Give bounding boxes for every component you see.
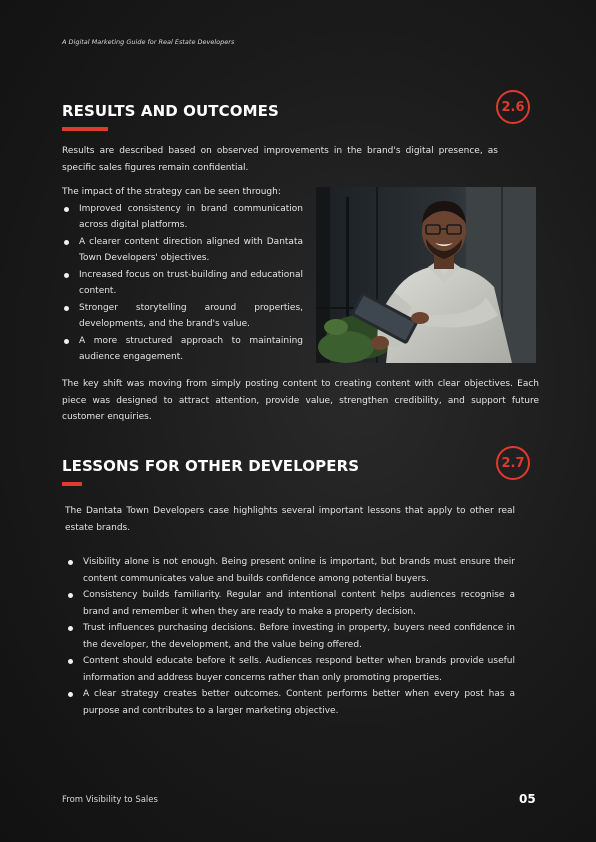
title-underline — [62, 127, 108, 131]
results-list-block — [62, 184, 303, 366]
photo-man-with-tablet — [316, 187, 536, 363]
lessons-intro: The Dantata Town Developers case highlights several important lessons that apply to other real estate brands. — [65, 506, 515, 533]
list-item: Stronger storytelling around properties, developments, and the brand's value. — [62, 300, 303, 333]
list-item: A clear strategy creates better outcomes. Content performs better when every post has a purpose and contributes to a larger marketing objective. — [66, 686, 515, 719]
list-item: Improved consistency in brand communication across digital platforms. — [62, 201, 303, 234]
list-item: Consistency builds familiarity. Regular and intentional content helps audiences recognise a brand and remember it when they are ready to make a property decision. — [66, 587, 515, 620]
lessons-list-block — [66, 554, 515, 719]
section-number-badge: 2.6 — [496, 90, 530, 124]
section-title-results: RESULTS AND OUTCOMES — [62, 102, 279, 120]
footer-title: From Visibility to Sales — [62, 795, 158, 805]
results-lead: The impact of the strategy can be seen through: — [62, 187, 281, 197]
results-bullets — [62, 201, 303, 366]
list-item: Content should educate before it sells. Audiences respond better when brands provide useful information and address buyer concerns rather than only promoting properties. — [66, 653, 515, 686]
results-closing: The key shift was moving from simply posting content to creating content with clear objectives. Each piece was designed to attract attention, provide value, strengthen credibility, and support future customer enquiries. — [62, 379, 539, 422]
title-underline — [62, 482, 82, 486]
list-item: Visibility alone is not enough. Being present online is important, but brands must ensure their content communicates value and builds confidence among potential buyers. — [66, 554, 515, 587]
list-item: Increased focus on trust-building and educational content. — [62, 267, 303, 300]
lessons-bullets — [66, 554, 515, 719]
section-title-lessons: LESSONS FOR OTHER DEVELOPERS — [62, 457, 360, 475]
results-intro: Results are described based on observed improvements in the brand's digital presence, as specific sales figures remain confidential. — [62, 146, 498, 173]
list-item: A more structured approach to maintaining audience engagement. — [62, 333, 303, 366]
section-number-badge: 2.7 — [496, 446, 530, 480]
list-item: Trust influences purchasing decisions. Before investing in property, buyers need confidence in the developer, the development, and the value being offered. — [66, 620, 515, 653]
page-number: 05 — [519, 792, 536, 806]
list-item: A clearer content direction aligned with Dantata Town Developers' objectives. — [62, 234, 303, 267]
running-header: A Digital Marketing Guide for Real Estate Developers — [62, 38, 235, 46]
